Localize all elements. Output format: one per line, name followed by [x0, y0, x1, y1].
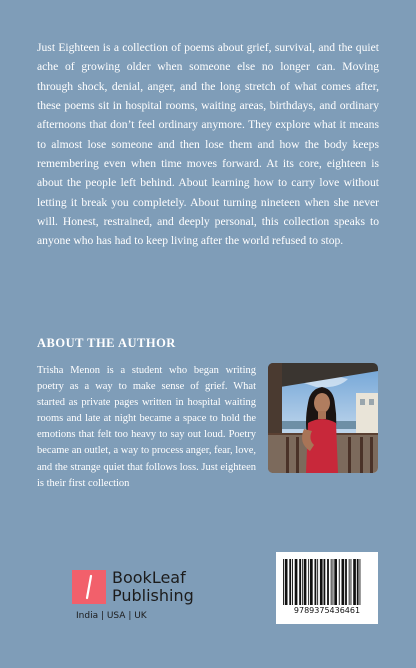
isbn-number: 9789375436461: [293, 606, 361, 615]
publisher-name-line2: Publishing: [112, 586, 194, 605]
isbn-barcode: [276, 552, 378, 624]
book-description: Just Eighteen is a collection of poems about grief, survival, and the quiet ache of growing older when someone else no longer can. Moving through shock, denial, anger, and the long stretch of what comes after, these poems sit in hospital rooms, waiting areas, birthdays, and ordinary afternoons that don’t feel ordinary anymore. They explore what it means to almost lose someone and then lose them and how the body keeps remembering even when time moves forward. At its core, eighteen is about the people left behind. About learning how to carry love without letting it break you completely. About turning nineteen when she never will. Honest, restrained, and deeply personal, this collection speaks to anyone who has had to keep living after the world refused to stop.: [37, 41, 379, 248]
publisher-regions: India | USA | UK: [76, 611, 147, 621]
about-author-heading: ABOUT THE AUTHOR: [37, 336, 176, 350]
publisher-name-line1: BookLeaf: [112, 568, 186, 587]
author-photo: [268, 363, 378, 473]
publisher-block: [72, 566, 192, 626]
author-bio: Trisha Menon is a student who began writing poetry as a way to make sense of grief. What started as private pages written in hospital waiting rooms and late at night became a space to hold the emotions that felt too heavy to say out loud. Poetry became an outlet, a way to process anger, fear, love, and the strange quiet that follows loss. Just eighteen is their first collection: [37, 365, 256, 489]
barcode-bars: [283, 559, 371, 605]
bookleaf-logo-icon: [72, 570, 106, 604]
